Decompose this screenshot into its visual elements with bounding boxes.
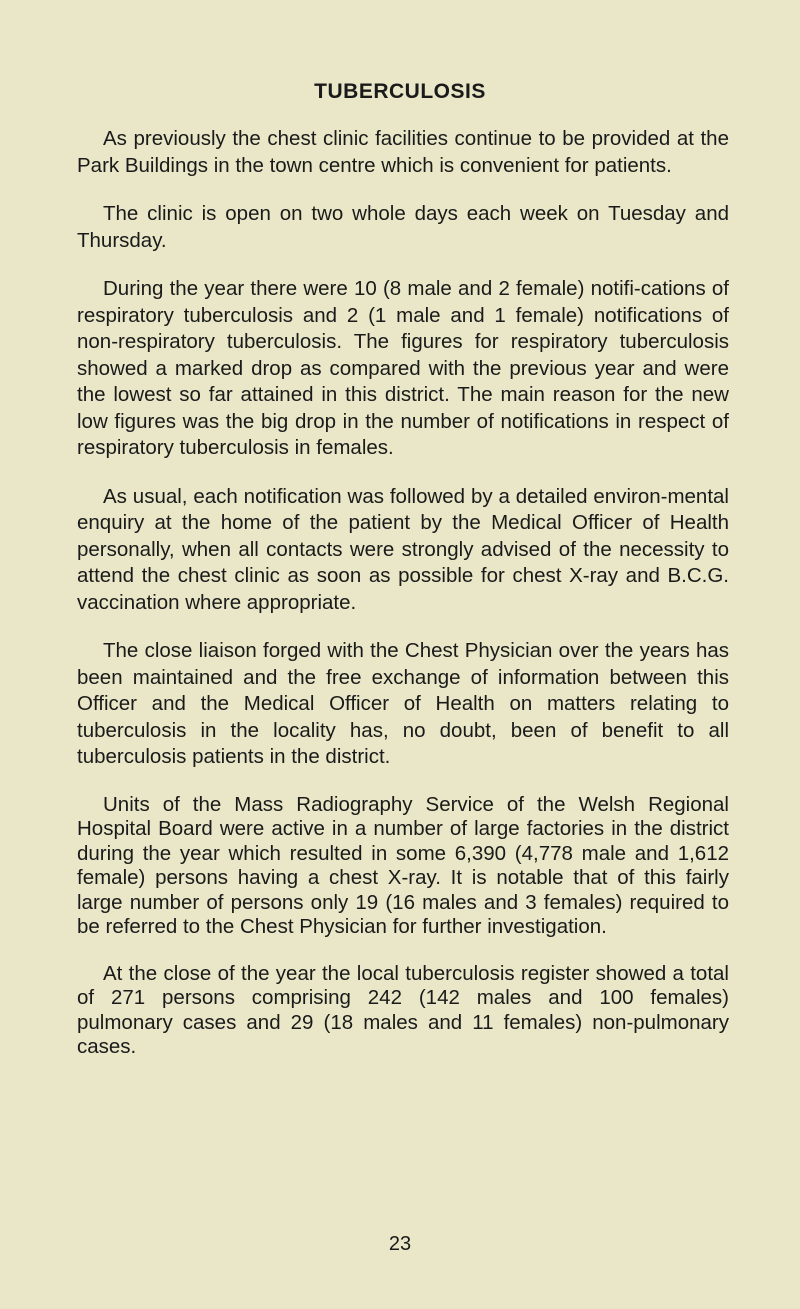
paragraph-tuberculosis-register: At the close of the year the local tuberculosis register showed a total of 271 persons comprising 242 (142 males and 100 females) pulmonary cases and 29 (18 males and 11 females) non-pulmonary cases.: [77, 961, 729, 1058]
paragraph-mass-radiography: Units of the Mass Radiography Service of the Welsh Regional Hospital Board were active in a number of large factories in the district during the year which resulted in some 6,390 (4,778 male and 1,612 female) persons having a chest X-ray. It is notable that of this fairly large number of persons only 19 (16 males and 3 females) required to be referred to the Chest Physician for further investigation.: [77, 792, 729, 938]
body-text: [77, 126, 729, 1082]
paragraph-environmental-enquiry: As usual, each notification was followed by a detailed environ-mental enquiry at the home of the patient by the Medical Officer of Health personally, when all contacts were strongly advised of the necessity to attend the chest clinic as soon as possible for chest X-ray and B.C.G. vaccination where appropriate.: [77, 484, 729, 614]
paragraph-clinic-hours: The clinic is open on two whole days each week on Tuesday and Thursday.: [77, 202, 729, 252]
paragraph-notifications: During the year there were 10 (8 male and 2 female) notifi-cations of respiratory tuberculosis and 2 (1 male and 1 female) notifications of non-respiratory tuberculosis. The figures for respiratory tuberculosis showed a marked drop as compared with the previous year and were the lowest so far attained in this district. The main reason for the new low figures was the big drop in the number of notifications in respect of respiratory tuberculosis in females.: [77, 277, 729, 459]
paragraph-clinic-facilities: As previously the chest clinic facilities continue to be provided at the Park Buildings in the town centre which is convenient for patients.: [77, 127, 729, 177]
page-title: TUBERCULOSIS: [314, 80, 486, 103]
paragraph-chest-physician-liaison: The close liaison forged with the Chest Physician over the years has been maintained and the free exchange of information between this Officer and the Medical Officer of Health on matters relating to tuberculosis in the locality has, no doubt, been of benefit to all tuberculosis patients in the district.: [77, 639, 729, 768]
page-number: 23: [388, 1233, 412, 1255]
